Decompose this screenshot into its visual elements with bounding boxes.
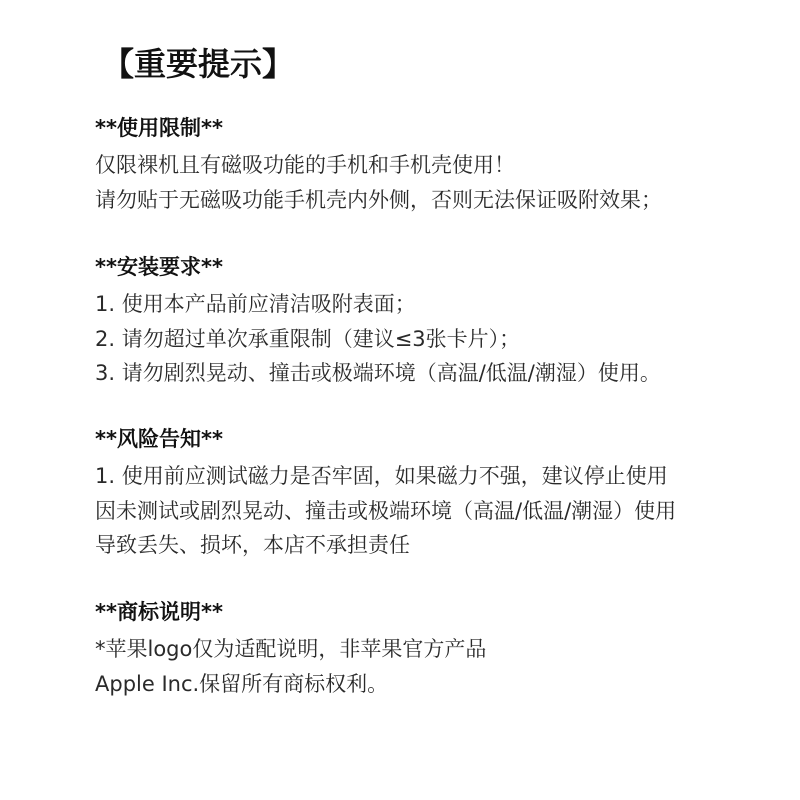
usage-restrictions-section [95,114,775,217]
risk-line-3: 导致丢失、损坏，本店不承担责任 [95,533,410,557]
trademark-line-2: Apple Inc.保留所有商标权利。 [95,671,389,696]
trademark-line-1: *苹果logo仅为适配说明，非苹果官方产品 [95,637,487,661]
installation-requirements-heading: **安装要求** [95,255,223,279]
install-line-1: 1. 使用本产品前应清洁吸附表面； [95,292,416,316]
install-line-2: 2. 请勿超过单次承重限制（建议≤3张卡片）； [95,326,521,351]
risk-line-1: 1. 使用前应测试磁力是否牢固，如果磁力不强，建议停止使用 [95,464,668,488]
usage-restrictions-heading: **使用限制** [95,116,223,140]
install-line-3: 3. 请勿剧烈晃动、撞击或极端环境（高温/低温/潮湿）使用。 [95,361,661,385]
usage-line-1: 仅限裸机且有磁吸功能的手机和手机壳使用！ [95,153,515,177]
risk-notice-section [95,425,775,563]
trademark-notice-section [95,598,775,701]
page-title: 【重要提示】 [102,45,295,83]
installation-requirements-section [95,253,775,391]
risk-notice-heading: **风险告知** [95,427,223,451]
trademark-notice-heading: **商标说明** [95,600,223,624]
usage-line-2: 请勿贴于无磁吸功能手机壳内外侧，否则无法保证吸附效果； [95,187,662,212]
risk-line-2: 因未测试或剧烈晃动、撞击或极端环境（高温/低温/潮湿）使用 [95,498,677,523]
